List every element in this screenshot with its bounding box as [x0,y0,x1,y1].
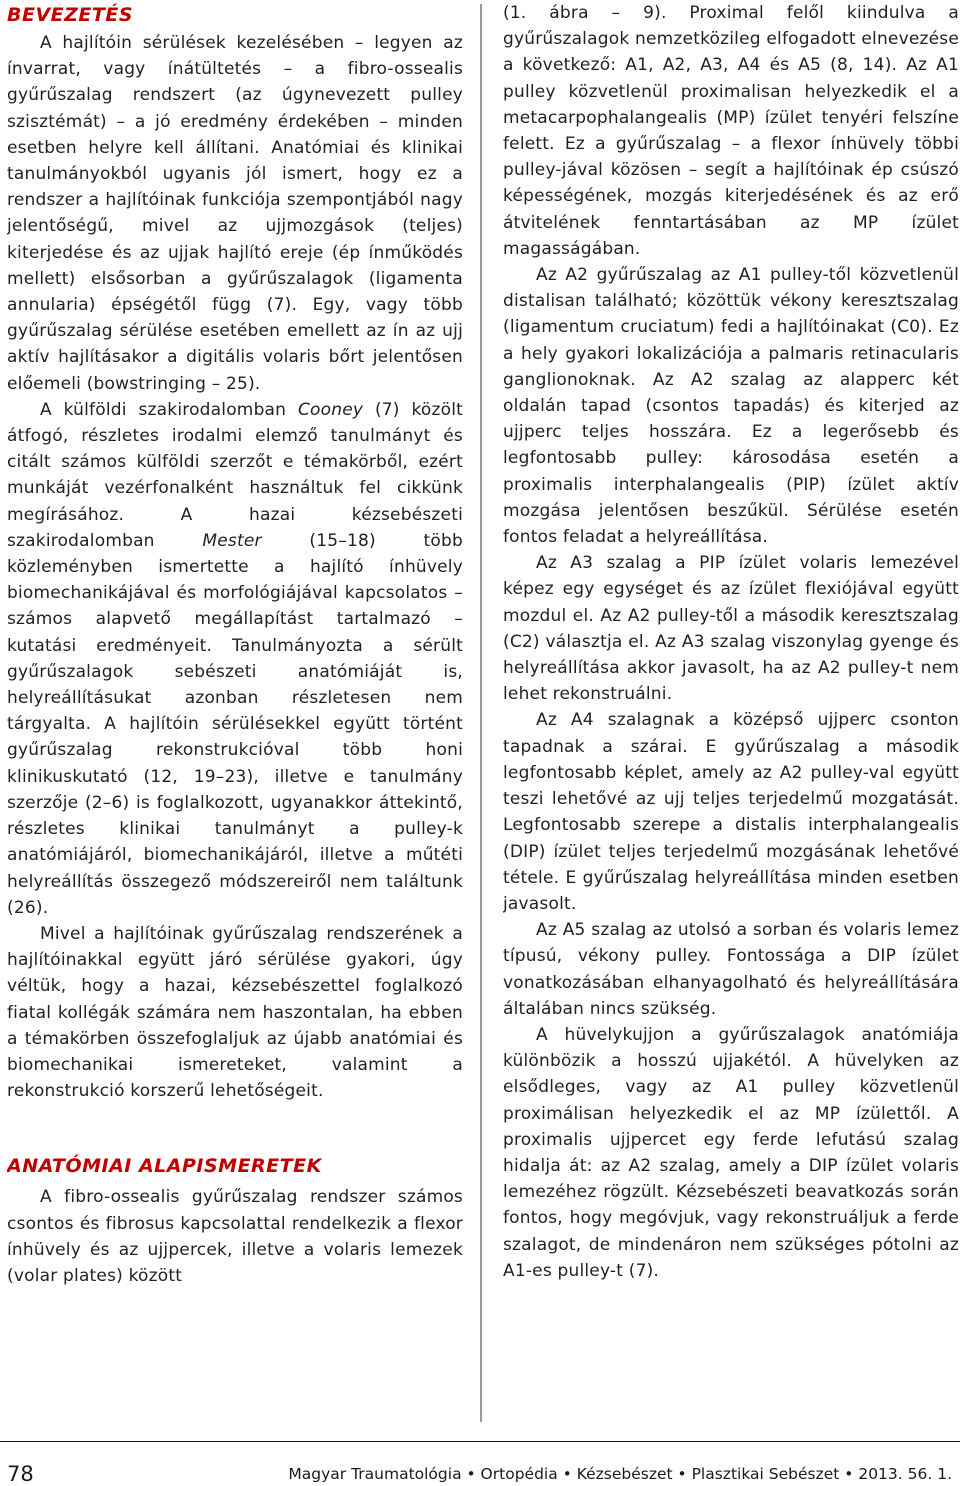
intro-paragraph-2-text-b: (7) közölt átfogó, részletes irodalmi elemző tanulmányt és citált számos külföldi szerzőt e témakörből, ezért munkáját vezérfonalként használtuk fel cikkünk megírásához. A hazai kézsebészeti szakirodalomban [7,399,463,551]
intro-paragraph-2-text-a: A külföldi szakirodalomban [40,399,298,420]
footer-rule [0,1441,960,1442]
anatomy-paragraph-2: (1. ábra – 9). Proximal felől kiindulva a gyűrűszalagok nemzetközileg elfogadott elnevezése a következő: A1, A2, A3, A4 és A5 (8, 14). Az A1 pulley közvetlenül proximalisan helyezkedik el a metacarpophalangealis (MP) ízület tenyéri felszíne felett. Ez a gyűrűszalag – a flexor ínhüvely többi pulley-jával közösen – segít a hajlítóinak ép csúszó képességének, mozgás kiterjedésének és az erő átvitelének fenntartásában az MP ízület magasságában. [503,3,959,259]
author-name-mester: Mester [202,530,262,551]
left-column [7,0,463,1289]
journal-citation: Magyar Traumatológia • Ortopédia • Kézsebészet • Plasztikai Sebészet • 2013. 56. 1. [288,1465,952,1483]
intro-paragraph-2-text-c: (15–18) több közleményben ismertette a hajlító ínhüvely biomechanikájával és morfológiájával kapcsolatos – számos alapvető megállapítást tartalmazó – kutatási eredményeit. Tanulmányozta a sérült gyűrűszalagok sebészeti anatómiáját is, helyreállításukat azonban részletesen nem tárgyalta. A hajlítóin sérülésekkel együtt történt gyűrűszalag rekonstrukcióval több honi klinikuskutató (12, 19–23), illetve e tanulmány szerzője (2–6) is foglalkozott, ugyanakkor áttekintő, részletes klinikai tanulmányt a pulley-k anatómiájáról, biomechanikájáról, illetve a műtéti helyreállítás összegező módszereiről nem találtunk (26). [7,530,463,918]
section-heading-introduction: BEVEZETÉS [7,4,134,26]
intro-paragraph-1: A hajlítóin sérülések kezelésében – legyen az ínvarrat, vagy ínátültetés – a fibro-ossealis gyűrűszalag rendszert (az úgynevezett pulley szisztémát) – a jó eredmény érdekében – minden esetben helyre kell állítani. Anatómiai és klinikai tanulmányokból ugyanis jól ismert, hogy ez a rendszer a hajlítóinak funkciója szempontjából nagy jelentőségű, mivel az ujjmozgások (teljes) kiterjedése és az ujjak hajlító ereje (ép ínműködés mellett) elsősorban a gyűrűszalagok (ligamenta annularia) épségétől függ (7). Egy, vagy több gyűrűszalag sérülése esetében emellett az ín az ujj aktív hajlításakor a digitális volaris bőrt jelentősen előemeli (bowstringing – 25). [7,33,463,394]
page-number: 78 [7,1462,34,1486]
anatomy-paragraph-a3: Az A3 szalag a PIP ízület volaris lemezével képez egy egységet és az ízület flexiójával együtt mozdul el. Az A2 pulley-től a második keresztszalag (C2) választja el. Az A3 szalag viszonylag gyenge és helyreállítása akkor javasolt, ha az A2 pulley-t nem lehet rekonstruálni. [503,553,959,705]
section-heading-anatomy: ANATÓMIAI ALAPISMERETEK [7,1155,322,1178]
anatomy-paragraph-a4: Az A4 szalagnak a középső ujjperc csonton tapadnak a szárai. E gyűrűszalag a második legfontosabb képlet, amely az A2 pulley-val együtt teszi lehetővé az ujj teljes terjedelmű mozgatását. Legfontosabb szerepe a distalis interphalangealis (DIP) ízület teljes terjedelmű mozgásának lehetővé tétele. E gyűrűszalag helyreállítása minden esetben javasolt. [503,710,959,914]
anatomy-paragraph-a2: Az A2 gyűrűszalag az A1 pulley-től közvetlenül distalisan található; közöttük vékony keresztszalag (ligamentum cruciatum) fedi a hajlítóinakat (C0). Ez a hely gyakori lokalizációja a palmaris retinacularis ganglionoknak. Az A2 szalag az alapperc két oldalán tapad (csontos tapadás) és kiterjed az ujjperc teljes hosszára. Ez a legerősebb és legfontosabb pulley: károsodása esetén a proximalis interphalangealis (PIP) ízület aktív mozgása jelentősen beszűkül. Sérülése esetén fontos feladat a helyreállítása. [503,265,959,548]
anatomy-paragraph-1: A fibro-ossealis gyűrűszalag rendszer számos csontos és fibrosus kapcsolattal rendelkezik a flexor ínhüvely és az ujjpercek, illetve a volaris lemezek (volar plates) között [7,1187,463,1286]
column-divider [480,4,482,1422]
anatomy-paragraph-thumb: A hüvelykujjon a gyűrűszalagok anatómiája különbözik a hosszú ujjakétól. A hüvelyken az elsődleges, vagy az A1 pulley közvetlenül proximálisan helyezkedik el az MP ízülettől. A proximalis ujjpercet egy ferde lefutású szalag hidalja át: az A2 szalag, amely a DIP ízület volaris lemezéhez rögzült. Kézsebészeti beavatkozás során fontos, hogy megóvjuk, vagy rekonstruáljuk a ferde szalagot, de mindenáron nem szükséges pótolni az A1-es pulley-t (7). [503,1024,959,1281]
intro-paragraph-3: Mivel a hajlítóinak gyűrűszalag rendszerének a hajlítóinakkal együtt járó sérülése gyakori, úgy véltük, hogy a hazai, kézsebészettel foglalkozó fiatal kollégák számára nem haszontalan, ha ebben a témakörben összefoglaljuk az újabb anatómiai és biomechanikai ismereteket, valamint a rekonstrukció korszerű lehetőségeit. [7,923,463,1102]
intro-paragraph-2 [7,397,463,921]
right-column [503,0,959,1284]
anatomy-paragraph-a5: Az A5 szalag az utolsó a sorban és volaris lemez típusú, vékony pulley. Fontossága a DIP ízület vonatkozásában elhanyagolható és helyreállítására általában nincs szükség. [503,920,959,1019]
author-name-cooney: Cooney [297,399,364,420]
